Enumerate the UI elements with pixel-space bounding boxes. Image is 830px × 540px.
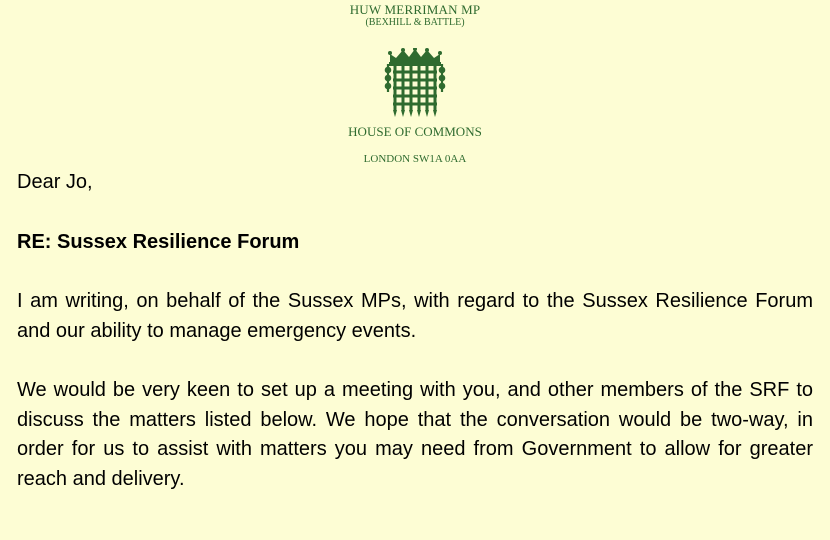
portcullis-icon [384,48,446,118]
constituency: (BEXHILL & BATTLE) [365,17,465,28]
house-of-commons-heading: HOUSE OF COMMONS [348,124,482,139]
mp-name: HUW MERRIMAN MP [349,2,481,17]
paragraph: We would be very keen to set up a meeting with you, and other members of the SRF to discuss the matters listed below. We hope that the conversation would be two-way, in order for us to assist with matters you may need from Government to allow for greater reach and delivery. [17,379,813,490]
greeting: Dear Jo, [17,171,93,193]
subject-line: RE: Sussex Resilience Forum [17,231,300,253]
address: LONDON SW1A 0AA [363,153,467,165]
paragraph: I am writing, on behalf of the Sussex MPs, with regard to the Sussex Resilience Forum and our ability to manage emergency events. [17,290,813,342]
